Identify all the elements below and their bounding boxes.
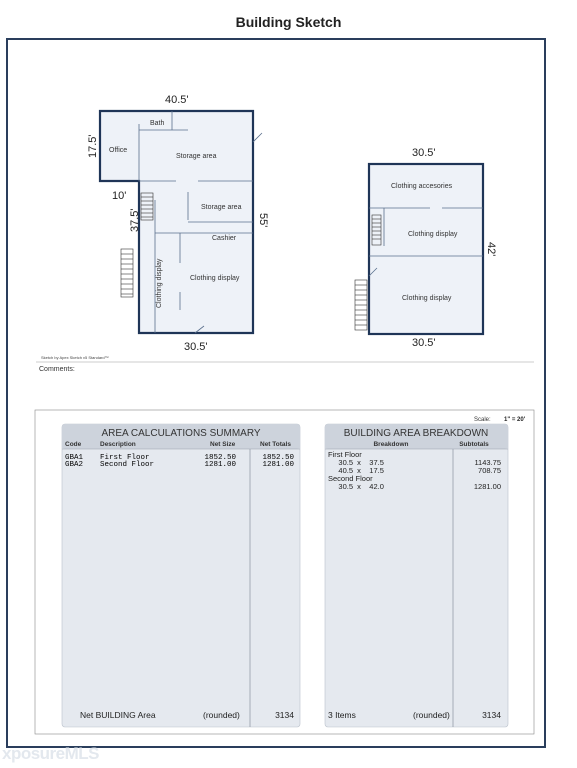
- room-label: Clothing display: [190, 275, 240, 282]
- dimension-label: 37.5': [129, 208, 141, 232]
- column-header: Net Size: [210, 441, 236, 448]
- dimension-label: 30.5': [412, 337, 436, 349]
- breakdown-subtotal: 1281.00: [473, 482, 501, 491]
- svg-text:1281.00: 1281.00: [204, 461, 236, 469]
- breakdown-title: BUILDING AREA BREAKDOWN: [343, 428, 489, 439]
- dimension-label: 10': [112, 190, 127, 202]
- rounded-label: (rounded): [203, 710, 240, 720]
- column-header: Description: [100, 441, 136, 448]
- area-summary-table: [62, 424, 300, 727]
- breakdown-subtotal: 1143.75: [474, 458, 501, 467]
- page-title: Building Sketch: [235, 14, 342, 30]
- dimension-label: 17.5': [87, 134, 99, 158]
- svg-text:1281.00: 1281.00: [262, 461, 294, 469]
- area-summary-title: AREA CALCULATIONS SUMMARY: [101, 428, 261, 439]
- breakdown-line: First Floor: [328, 450, 362, 459]
- area-breakdown-table: [325, 424, 508, 727]
- dimension-label: 40.5': [165, 94, 189, 106]
- scale-label: Scale:: [474, 417, 491, 423]
- room-label: Clothing display: [156, 258, 163, 308]
- room-label: Office: [109, 147, 128, 154]
- room-label: Cashier: [212, 235, 237, 242]
- dimension-label: 30.5': [412, 147, 436, 159]
- sketch-credit: Sketch by Apex Sketch v5 Standard™: [41, 355, 109, 360]
- breakdown-line: 40.5 x 17.5: [328, 466, 384, 475]
- dimension-label: 42': [485, 242, 497, 257]
- breakdown-line: Second Floor: [328, 474, 373, 483]
- room-label: Clothing display: [402, 295, 452, 302]
- dimension-label: 30.5': [184, 341, 208, 353]
- svg-text:First Floor: First Floor: [100, 454, 150, 462]
- column-header: Subtotals: [459, 441, 489, 448]
- breakdown-line: 30.5 x 37.5: [328, 458, 384, 467]
- room-label: Storage area: [201, 204, 242, 211]
- rounded-label: (rounded): [413, 710, 450, 720]
- plan-first-floor: [87, 94, 269, 353]
- net-building-area-value: 3134: [275, 710, 294, 720]
- breakdown-subtotal: 708.75: [478, 466, 501, 475]
- scale-value: 1" = 20': [504, 417, 526, 423]
- items-count: 3 Items: [328, 710, 356, 720]
- room-label: Bath: [150, 120, 165, 127]
- net-building-area-label: Net BUILDING Area: [80, 710, 156, 720]
- dimension-label: 55': [257, 213, 269, 228]
- comments-label: Comments:: [39, 366, 75, 373]
- svg-text:1852.50: 1852.50: [262, 454, 294, 462]
- svg-text:GBA2: GBA2: [65, 461, 84, 469]
- svg-text:GBA1: GBA1: [65, 454, 84, 462]
- room-label: Clothing display: [408, 231, 458, 238]
- room-label: Clothing accesories: [391, 183, 453, 190]
- column-header: Code: [65, 441, 82, 448]
- svg-text:Second Floor: Second Floor: [100, 461, 155, 469]
- breakdown-line: 30.5 x 42.0: [328, 482, 384, 491]
- svg-text:1852.50: 1852.50: [204, 454, 236, 462]
- column-header: Net Totals: [260, 441, 291, 448]
- breakdown-total: 3134: [482, 710, 501, 720]
- plan-second-floor: [355, 147, 497, 349]
- xposure-logo: xposureMLS: [2, 744, 100, 763]
- column-header: Breakdown: [373, 441, 409, 448]
- room-label: Storage area: [176, 153, 217, 160]
